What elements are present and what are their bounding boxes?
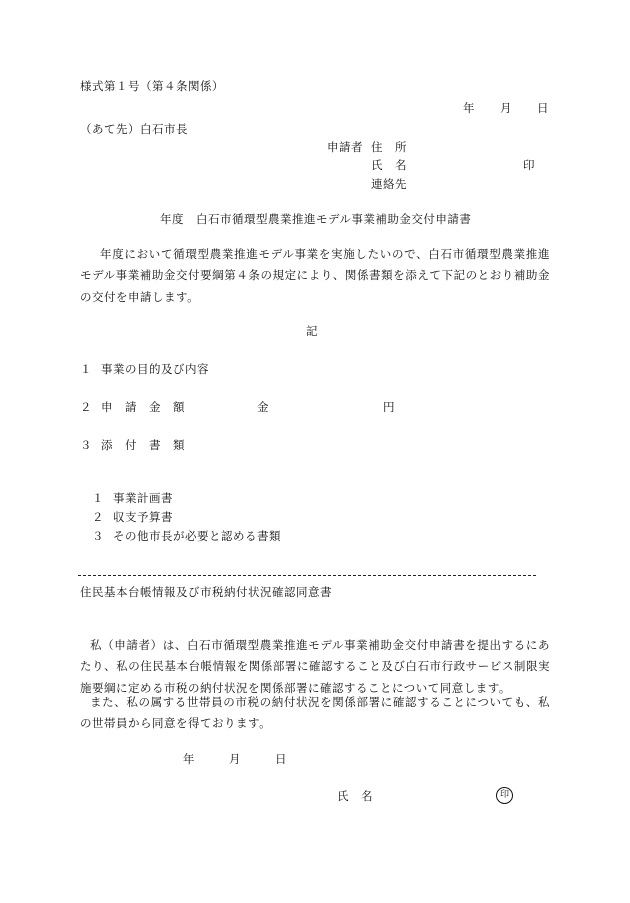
attachment-1-label: 事業計画書 <box>113 491 173 505</box>
consent-title: 住民基本台帳情報及び市税納付状況確認同意書 <box>80 585 332 599</box>
document-title: 年度 白石市循環型農業推進モデル事業補助金交付申請書 <box>160 212 472 226</box>
attachment-2-number: ２ <box>92 510 104 524</box>
name-label: 氏 名 <box>371 158 407 172</box>
contact-label: 連絡先 <box>371 177 407 191</box>
consent-date-year: 年 <box>183 752 195 766</box>
consent-paragraph-2: また、私の属する世帯員の市税の納付状況を関係部署に確認することについても、私の世帯員から同意を得ております。 <box>80 695 550 731</box>
consent-date-day: 日 <box>275 752 287 766</box>
date-day: 日 <box>537 101 549 115</box>
consent-name-label: 氏 名 <box>337 789 373 803</box>
item-3-label: 添 付 書 類 <box>101 438 185 452</box>
item-2-number: ２ <box>80 400 92 414</box>
cut-line-divider <box>78 575 536 576</box>
item-1-label: 事業の目的及び内容 <box>101 362 209 376</box>
consent-paragraph-1: 私（申請者）は、白石市循環型農業推進モデル事業補助金交付申請書を提出するにあたり、私の住民基本台帳情報を関係部署に確認すること及び白石市行政サービス制限実施要綱に定める市税の納付状況を関係部署に確認することについて同意します。 <box>80 638 550 695</box>
amount-suffix: 円 <box>383 400 395 414</box>
consent-date-month: 月 <box>229 752 241 766</box>
ki-heading: 記 <box>306 324 318 338</box>
attachment-2-label: 収支予算書 <box>113 510 173 524</box>
item-2-label: 申 請 金 額 <box>101 400 185 414</box>
item-3-number: ３ <box>80 438 92 452</box>
address-label: 住 所 <box>371 140 407 154</box>
item-1-number: １ <box>80 362 92 376</box>
attachment-1-number: １ <box>92 491 104 505</box>
intro-paragraph: 年度において循環型農業推進モデル事業を実施したいので、白石市循環型農業推進モデル事業補助金交付要綱第４条の規定により、関係書類を添えて下記のとおり補助金の交付を申請します。 <box>80 247 550 304</box>
date-year: 年 <box>463 101 475 115</box>
amount-prefix: 金 <box>257 400 269 414</box>
attachment-3-label: その他市長が必要と認める書類 <box>113 529 281 543</box>
attachment-3-number: ３ <box>92 529 104 543</box>
applicant-label: 申請者 <box>327 140 363 154</box>
form-number: 様式第１号（第４条関係） <box>80 79 224 93</box>
addressee: （あて先）白石市長 <box>80 122 188 136</box>
seal-mark: 印 <box>523 158 535 172</box>
date-month: 月 <box>500 101 512 115</box>
seal-circle-icon: 印 <box>496 787 513 804</box>
